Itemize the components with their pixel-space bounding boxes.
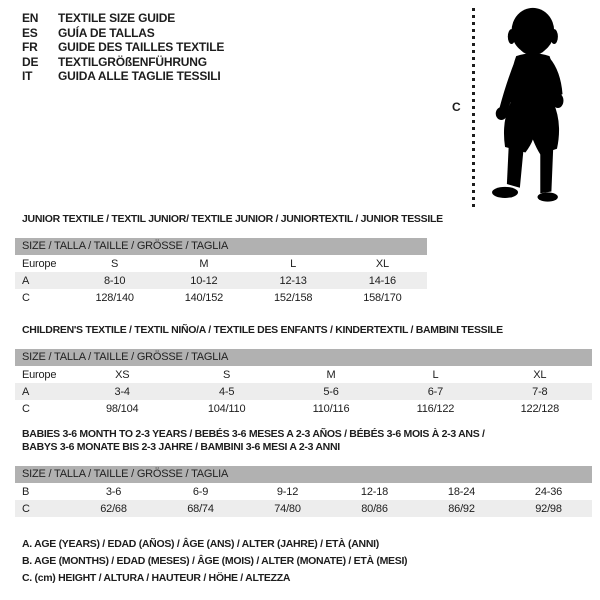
value-cell: 3-6 [105,485,122,498]
value-cell: 18-24 [447,485,476,498]
value-cell: 98/104 [105,402,139,415]
row-label-cell: Europe [22,368,57,381]
table-row [15,483,592,500]
value-cell: 92/98 [535,502,562,515]
value-cell: XS [115,368,130,381]
table-title-line: JUNIOR TEXTILE / TEXTIL JUNIOR/ TEXTILE JUNIOR / JUNIORTEXTIL / JUNIOR TESSILE [22,213,443,225]
table-row [15,255,427,272]
legend-list [22,536,407,587]
value-cell: 122/128 [520,402,560,415]
size-table [15,213,443,306]
value-cell: 10-12 [190,274,218,287]
value-cell: 110/116 [312,402,350,415]
value-cell: 12-13 [279,274,307,287]
value-cell: XL [533,368,547,381]
language-list [22,11,224,84]
language-code: EN [22,11,39,25]
size-header-bar: SIZE / TALLA / TAILLE / GRÖSSE / TAGLIA [15,466,592,483]
language-label: TEXTILGRÖßENFÜHRUNG [58,54,207,69]
value-cell: 4-5 [218,385,235,398]
value-cell: 140/152 [184,291,224,304]
value-cell: 80/86 [361,502,388,515]
value-cell: 6-7 [427,385,444,398]
toddler-silhouette-icon [484,6,578,210]
legend-line: A. AGE (YEARS) / EDAD (AÑOS) / ÂGE (ANS) / ALTER (JAHRE) / ETÀ (ANNI) [22,538,379,550]
value-cell: 62/68 [100,502,127,515]
height-measure-label: C [452,100,461,114]
value-cell: 116/122 [416,402,455,415]
table-row [15,500,592,517]
value-cell: M [199,257,209,270]
language-code: FR [22,40,38,54]
legend-line: C. (cm) HEIGHT / ALTURA / HAUTEUR / HÖHE / ALTEZZA [22,572,291,584]
height-measure-dotted-line [472,8,475,207]
table-row [15,272,427,289]
table-title-line: BABIES 3-6 MONTH TO 2-3 YEARS / BEBÉS 3-6 MESES A 2-3 AÑOS / BÉBÉS 3-6 MOIS À 2-3 ANS / [22,428,485,440]
language-label: TEXTILE SIZE GUIDE [58,11,176,25]
value-cell: 86/92 [448,502,475,515]
table-title [15,213,443,226]
row-label-cell: A [22,385,30,398]
table-row [15,383,592,400]
language-label: GUIDE DES TAILLES TEXTILE [58,40,225,54]
language-item [22,11,224,26]
value-cell: 5-6 [323,385,339,398]
size-table [15,324,592,417]
value-cell: 6-9 [192,485,209,498]
language-code: DE [22,54,39,69]
language-label: GUIDA ALLE TAGLIE TESSILI [58,69,221,83]
row-label-cell: A [22,274,30,287]
size-header-bar: SIZE / TALLA / TAILLE / GRÖSSE / TAGLIA [15,349,592,366]
language-item [22,26,224,41]
row-label-cell: B [22,485,30,498]
value-cell: 74/80 [274,502,301,515]
table-row [15,289,427,306]
value-cell: M [326,368,336,381]
table-title-line: BABYS 3-6 MONATE BIS 2-3 JAHRE / BAMBINI 3-6 MESI A 2-3 ANNI [22,441,340,453]
value-cell: S [111,257,119,270]
language-item [22,40,224,55]
size-table [15,428,592,517]
value-cell: 24-36 [534,485,563,498]
value-cell: XL [375,257,389,270]
value-cell: 128/140 [95,291,134,304]
table-title [15,324,592,337]
value-cell: 8-10 [104,274,126,287]
row-label-cell: C [22,402,30,415]
value-cell: 158/170 [363,291,402,304]
language-code: IT [22,69,33,83]
value-cell: S [223,368,231,381]
value-cell: 14-16 [368,274,396,287]
table-title [15,428,592,454]
row-label-cell: Europe [22,257,57,270]
row-label-cell: C [22,291,30,304]
value-cell: L [432,368,439,381]
value-cell: L [290,257,297,270]
legend-line: B. AGE (MONTHS) / EDAD (MESES) / ÂGE (MOIS) / ALTER (MONATE) / ETÀ (MESI) [22,555,408,567]
value-cell: 3-4 [114,385,130,398]
language-code: ES [22,25,38,40]
value-cell: 68/74 [187,502,214,515]
language-item [22,55,224,70]
table-title-line: CHILDREN'S TEXTILE / TEXTIL NIÑO/A / TEXTILE DES ENFANTS / KINDERTEXTIL / BAMBINI TESSILE [22,324,503,336]
row-label-cell: C [22,502,30,515]
table-row [15,366,592,383]
language-item [22,69,224,84]
language-label: GUÍA DE TALLAS [58,25,155,40]
value-cell: 152/158 [273,291,313,304]
value-cell: 7-8 [532,385,548,398]
size-header-bar: SIZE / TALLA / TAILLE / GRÖSSE / TAGLIA [15,238,427,255]
table-row [15,400,592,417]
value-cell: 9-12 [276,485,299,498]
value-cell: 104/110 [207,402,246,415]
value-cell: 12-18 [360,485,389,498]
